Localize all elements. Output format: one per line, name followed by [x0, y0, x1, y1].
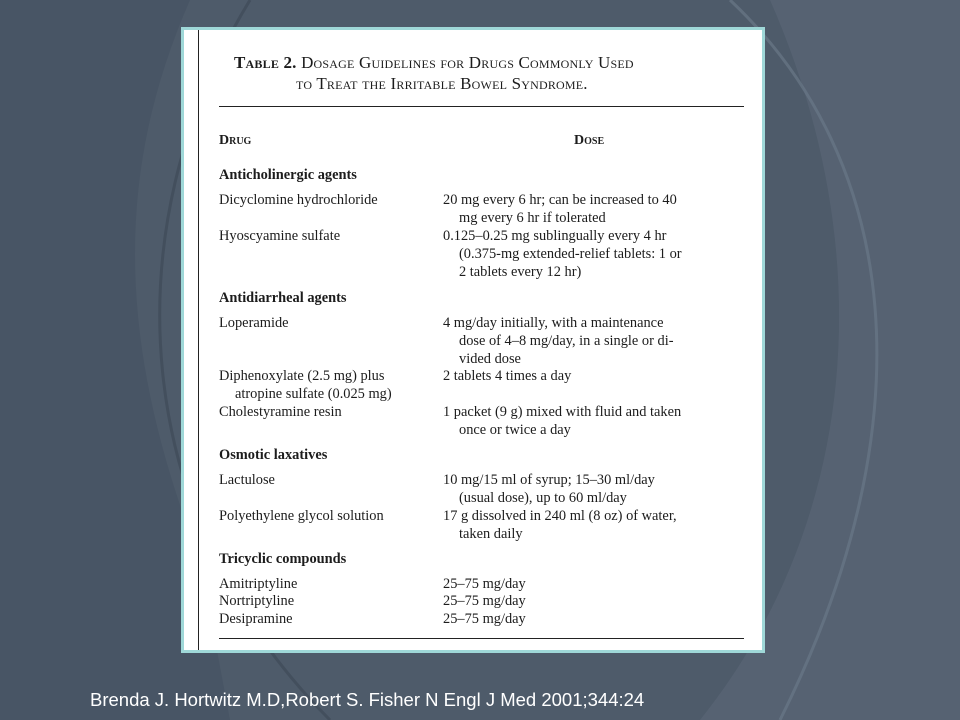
table-title-line1: Dosage Guidelines for Drugs Commonly Used [301, 53, 634, 72]
drug-name: Polyethylene glycol solution [219, 508, 384, 524]
dose-text: 17 g dissolved in 240 ml (8 oz) of water, taken daily [443, 508, 677, 542]
drug-name: Cholestyramine resin [219, 404, 342, 420]
drug-name: Desipramine [219, 611, 293, 627]
category-name: Tricyclic compounds [219, 551, 347, 567]
dose-text: 20 mg every 6 hr; can be increased to 40 mg every 6 hr if tolerated [443, 192, 677, 226]
dose-text: 25–75 mg/day [443, 611, 526, 627]
col-header-dose: Dose [574, 133, 605, 148]
dose-text: 4 mg/day initially, with a maintenance dose of 4–8 mg/day, in a single or di- vided dose [443, 315, 674, 367]
table-title-line2: to Treat the Irritable Bowel Syndrome. [296, 74, 588, 93]
dose-text: 25–75 mg/day [443, 593, 526, 609]
drug-name: Amitriptyline [219, 576, 298, 592]
category-name: Anticholinergic agents [219, 167, 357, 183]
table-title [234, 52, 744, 94]
title-rule [219, 106, 744, 107]
drug-name: Nortriptyline [219, 593, 295, 609]
col-header-drug: Drug [219, 133, 252, 148]
table-image-frame [181, 27, 765, 653]
category-name: Osmotic laxatives [219, 447, 328, 463]
dose-text: 0.125–0.25 mg sublingually every 4 hr (0.375-mg extended-relief tablets: 1 or 2 tablets every 12 hr) [443, 228, 682, 280]
dose-text: 25–75 mg/day [443, 576, 526, 592]
dose-text: 2 tablets 4 times a day [443, 368, 572, 384]
drug-name: Diphenoxylate (2.5 mg) plus atropine sulfate (0.025 mg) [219, 368, 392, 402]
drug-name: Hyoscyamine sulfate [219, 228, 341, 244]
dose-text: 10 mg/15 ml of syrup; 15–30 ml/day (usual dose), up to 60 ml/day [443, 472, 655, 506]
dose-text: 1 packet (9 g) mixed with fluid and taken once or twice a day [443, 404, 682, 438]
bottom-rule [219, 638, 744, 639]
table-document [198, 30, 742, 650]
drug-name: Lactulose [219, 472, 275, 488]
drug-name: Dicyclomine hydrochloride [219, 192, 378, 208]
table-title-label: Table 2. [234, 53, 297, 72]
citation-text: Brenda J. Hortwitz M.D,Robert S. Fisher N Engl J Med 2001;344:24 [90, 689, 645, 710]
category-name: Antidiarrheal agents [219, 290, 347, 306]
drug-name: Loperamide [219, 315, 289, 331]
